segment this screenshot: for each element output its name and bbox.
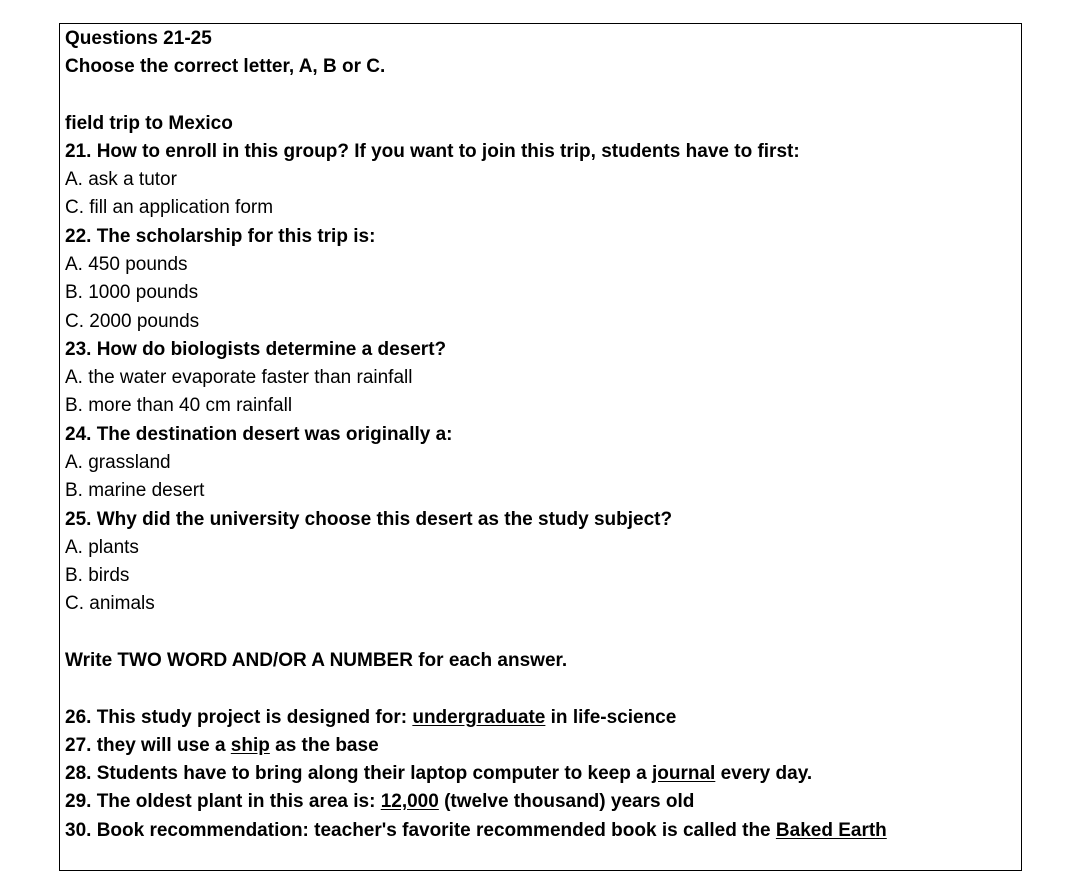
question-sheet: [59, 23, 1022, 871]
q22-option-a: A. 450 pounds: [65, 254, 188, 275]
q26-answer: undergraduate: [412, 707, 546, 728]
q26-prompt: 26. This study project is designed for:: [65, 707, 413, 728]
q30-answer: Baked Earth: [775, 820, 887, 841]
section-heading: Questions 21-25: [65, 28, 212, 49]
question-26: [65, 706, 676, 730]
question-23: 23. How do biologists determine a desert?: [65, 339, 447, 360]
q23-option-a: A. the water evaporate faster than rainfall: [65, 367, 413, 388]
q24-option-a: A. grassland: [65, 452, 171, 473]
q28-prompt: 28. Students have to bring along their laptop computer to keep a: [65, 763, 652, 784]
q24-option-b: B. marine desert: [65, 480, 205, 501]
question-28: [65, 762, 812, 786]
q29-prompt: 29. The oldest plant in this area is:: [65, 791, 381, 812]
q27-suffix: as the base: [269, 735, 379, 756]
question-24: 24. The destination desert was originally a:: [65, 424, 453, 445]
section-instruction: Choose the correct letter, A, B or C.: [65, 56, 386, 77]
q25-option-a: A. plants: [65, 537, 139, 558]
q28-suffix: every day.: [715, 763, 813, 784]
q21-option-a: A. ask a tutor: [65, 169, 177, 190]
q25-option-b: B. birds: [65, 565, 130, 586]
q27-answer: ship: [230, 735, 270, 756]
question-25: 25. Why did the university choose this desert as the study subject?: [65, 509, 673, 530]
question-29: [65, 790, 694, 814]
q29-suffix: (twelve thousand) years old: [438, 791, 695, 812]
section-b-instruction: Write TWO WORD AND/OR A NUMBER for each answer.: [65, 650, 568, 671]
q23-option-b: B. more than 40 cm rainfall: [65, 395, 293, 416]
q27-prompt: 27. they will use a: [65, 735, 231, 756]
q30-prompt: 30. Book recommendation: teacher's favorite recommended book is called the: [65, 820, 776, 841]
q22-option-c: C. 2000 pounds: [65, 311, 200, 332]
q28-answer: journal: [651, 763, 716, 784]
q29-answer: 12,000: [380, 791, 439, 812]
q22-option-b: B. 1000 pounds: [65, 282, 199, 303]
question-27: [65, 734, 379, 758]
question-22: 22. The scholarship for this trip is:: [65, 226, 376, 247]
q25-option-c: C. animals: [65, 593, 155, 614]
q21-option-c: C. fill an application form: [65, 197, 274, 218]
q26-suffix: in life-science: [545, 707, 677, 728]
topic-title: field trip to Mexico: [65, 113, 233, 134]
question-21: 21. How to enroll in this group? If you want to join this trip, students have to first:: [65, 141, 800, 162]
question-30: [65, 819, 887, 843]
